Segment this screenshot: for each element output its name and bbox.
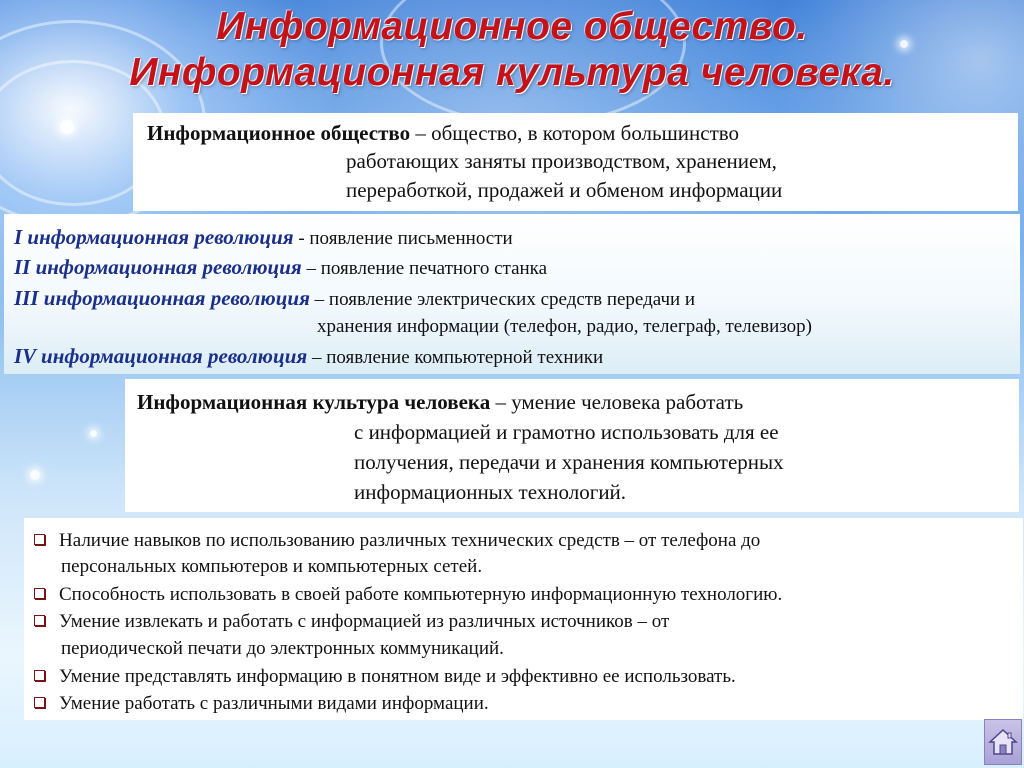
definition-line-1	[147, 119, 739, 147]
revolution-term: IV информационная революция	[14, 344, 308, 368]
revolution-text-continued: хранения информации (телефон, радио, телеграф, телевизор)	[317, 316, 812, 337]
home-icon	[988, 727, 1018, 757]
background-sparkle	[60, 120, 74, 134]
title-line-2: Информационная культура человека.	[129, 51, 895, 94]
list-item	[34, 582, 782, 608]
background-sparkle	[90, 430, 97, 437]
revolution-term: II информационная революция	[14, 255, 302, 279]
revolution-text: – появление печатного станка	[301, 258, 548, 279]
revolution-item	[14, 225, 513, 251]
list-item-text: Умение работать с различными видами информации.	[59, 693, 489, 714]
culture-line-2: с информацией и грамотно использовать для ее	[354, 420, 779, 444]
definition-text: – общество, в котором большинство	[410, 121, 740, 145]
culture-line-4: информационных технологий.	[354, 480, 627, 504]
culture-term: Информационная культура человека	[137, 390, 491, 414]
revolution-item	[14, 255, 547, 281]
home-button[interactable]	[984, 719, 1022, 765]
list-item-text: Способность использовать в своей работе компьютерную информационную технологию.	[59, 584, 783, 605]
list-item-continued: персональных компьютеров и компьютерных сетей.	[61, 556, 483, 577]
list-item-text: Умение извлекать и работать с информацией из различных источников – от	[59, 611, 670, 632]
skills-list	[24, 518, 1023, 720]
list-item	[34, 528, 760, 554]
list-item-continued: периодической печати до электронных коммуникаций.	[61, 638, 504, 659]
list-item	[34, 691, 489, 717]
checkbox-bullet-icon	[34, 615, 45, 626]
list-item	[34, 609, 669, 635]
revolution-term: I информационная революция	[14, 225, 294, 249]
checkbox-bullet-icon	[34, 588, 45, 599]
title-line-1: Информационное общество.	[216, 5, 808, 48]
list-item	[34, 664, 736, 690]
checkbox-bullet-icon	[34, 670, 45, 681]
revolutions-box	[4, 214, 1020, 374]
checkbox-bullet-icon	[34, 697, 45, 708]
slide-title	[0, 4, 1024, 96]
list-item-text: Наличие навыков по использованию различных технических средств – от телефона до	[59, 530, 761, 551]
checkbox-bullet-icon	[34, 534, 45, 545]
revolution-term: III информационная революция	[14, 286, 310, 310]
culture-definition-box	[125, 379, 1019, 512]
revolution-item	[14, 286, 695, 312]
definition-box	[133, 113, 1018, 211]
definition-line-2: работающих заняты производством, хранением,	[346, 149, 777, 173]
culture-line-1	[137, 387, 743, 417]
background-sparkle	[30, 470, 40, 480]
definition-term: Информационное общество	[147, 121, 411, 145]
culture-text: – умение человека работать	[490, 390, 744, 414]
list-item-text: Умение представлять информацию в понятном виде и эффективно ее использовать.	[59, 666, 736, 687]
revolution-text: - появление письменности	[293, 228, 513, 249]
revolution-text: – появление электрических средств передачи и	[309, 289, 696, 310]
revolution-text: – появление компьютерной техники	[307, 347, 604, 368]
definition-line-3: переработкой, продажей и обменом информации	[346, 178, 783, 202]
revolution-item	[14, 344, 603, 370]
culture-line-3: получения, передачи и хранения компьютерных	[354, 450, 784, 474]
